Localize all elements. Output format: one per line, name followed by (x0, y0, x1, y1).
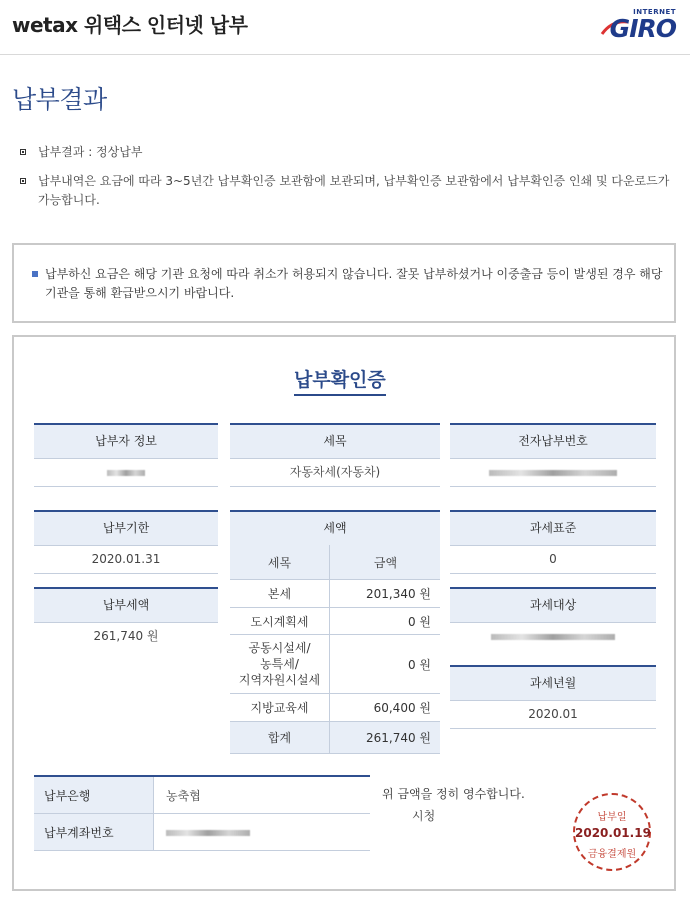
account-label: 납부계좌번호 (34, 814, 154, 851)
city-text: 시청 (412, 809, 436, 823)
table-row (230, 608, 440, 635)
bullet-square-icon (20, 178, 26, 184)
due-date-label: 납부기한 (34, 510, 218, 546)
tax-target-value (450, 623, 656, 650)
table-row (34, 814, 370, 851)
masked-value (489, 470, 617, 476)
tax-target-box (450, 587, 656, 650)
bullet-square-icon (20, 149, 26, 155)
refund-notice (12, 243, 676, 323)
masked-value (491, 634, 615, 640)
logo-big-text: GIRO (609, 14, 676, 43)
e-payment-no-label: 전자납부번호 (450, 423, 656, 459)
payer-info-value (34, 459, 218, 487)
masked-value (166, 830, 250, 836)
payer-info-label: 납부자 정보 (34, 423, 218, 459)
row-name: 공동시설세/ 농특세/ 지역자원시설세 (230, 635, 330, 694)
tax-item-box (230, 423, 440, 487)
tax-standard-label: 과세표준 (450, 510, 656, 546)
tax-standard-box (450, 510, 656, 574)
tax-target-label: 과세대상 (450, 587, 656, 623)
app-title: wetax 위택스 인터넷 납부 (12, 13, 248, 37)
result-value: 정상납부 (96, 145, 143, 159)
row-amount: 0 원 (330, 608, 441, 635)
payer-info-box (34, 423, 218, 487)
history-text: 납부내역은 요금에 따라 3~5년간 납부확인증 보관함에 보관되며, 납부확인증 보관함에서 납부확인증 인쇄 및 다운로드가 가능합니다. (38, 174, 670, 207)
paid-amount-box (34, 587, 218, 650)
total-name: 합계 (230, 722, 330, 754)
table-row (34, 776, 370, 814)
total-row (230, 722, 440, 754)
tax-amount-header (230, 510, 440, 546)
payment-date-stamp (573, 793, 651, 871)
tax-item-label: 세목 (230, 423, 440, 459)
table-header-row (230, 545, 440, 580)
tax-amount-table (230, 545, 440, 754)
bullet-item-result: 납부결과 : 정상납부 (20, 143, 670, 162)
paid-amount-value: 261,740 원 (93, 629, 159, 643)
masked-value (107, 470, 145, 476)
column-header: 금액 (330, 545, 441, 580)
row-amount: 60,400 원 (330, 694, 441, 722)
page-title: 납부결과 (12, 85, 107, 114)
tax-year-month-label: 과세년월 (450, 665, 656, 701)
logo-small-text: INTERNET (633, 8, 676, 16)
giro-logo (600, 8, 676, 44)
account-value (154, 814, 371, 851)
stamp-date: 2020.01.19 (575, 826, 651, 840)
tax-amount-label: 세액 (230, 510, 440, 546)
table-row (230, 694, 440, 722)
tax-item-value: 자동차세(자동차) (230, 459, 440, 487)
notice-bullet-icon (32, 271, 38, 277)
certificate-title: 납부확인증 (294, 365, 386, 396)
table-row (230, 635, 440, 694)
e-payment-no-value (450, 459, 656, 487)
table-row (230, 580, 440, 608)
column-header: 세목 (230, 545, 330, 580)
bullet-item-history (20, 172, 670, 210)
tax-year-month-box (450, 665, 656, 729)
result-bullets (20, 143, 670, 220)
row-name: 지방교육세 (230, 694, 330, 722)
tax-standard-value: 0 (450, 546, 656, 574)
payment-certificate (12, 335, 676, 891)
due-date-value: 2020.01.31 (34, 546, 218, 574)
row-name: 본세 (230, 580, 330, 608)
tax-year-month-value: 2020.01 (450, 701, 656, 729)
bank-label: 납부은행 (34, 776, 154, 814)
stamp-top-text: 납부일 (597, 812, 627, 823)
row-amount: 201,340 원 (330, 580, 441, 608)
e-payment-no-box (450, 423, 656, 487)
total-amount: 261,740 원 (330, 722, 441, 754)
stamp-bottom-text: 금융결제원 (587, 849, 637, 860)
app-header (0, 0, 690, 55)
payment-account-table (34, 775, 370, 851)
result-label: 납부결과 (38, 145, 85, 159)
paid-amount-label: 납부세액 (34, 587, 218, 623)
receipt-text: 위 금액을 정히 영수합니다. (382, 787, 525, 801)
bank-value: 농축협 (154, 776, 371, 814)
row-name: 도시계획세 (230, 608, 330, 635)
notice-text: 납부하신 요금은 해당 기관 요청에 따라 취소가 허용되지 않습니다. 잘못 납부하셨거나 이중출금 등이 발생된 경우 해당 기관을 통해 환급받으시기 바랍니다. (45, 267, 663, 300)
row-amount: 0 원 (330, 635, 441, 694)
due-date-box (34, 510, 218, 574)
